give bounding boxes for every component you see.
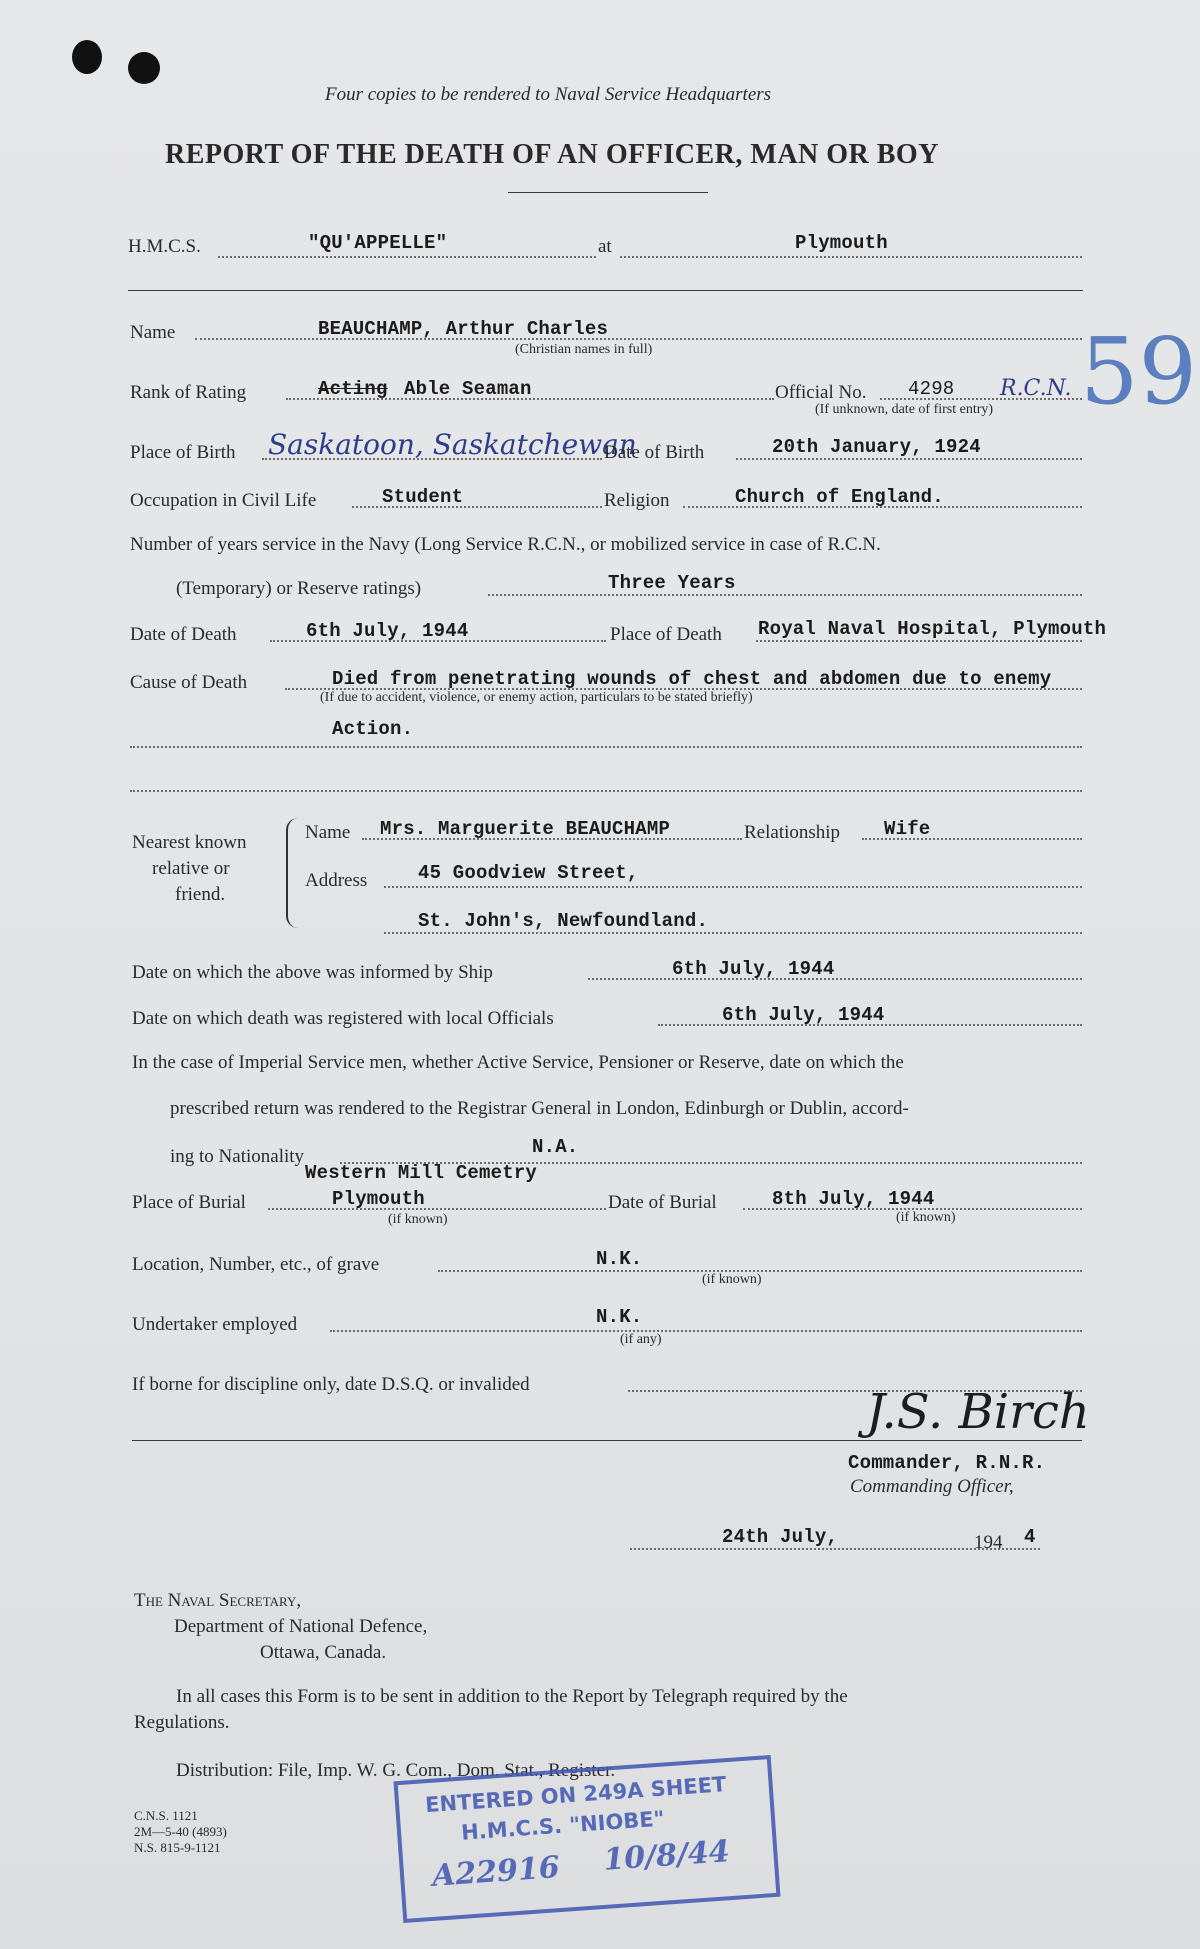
official-no-label: Official No. — [775, 382, 867, 403]
relative-name-label: Name — [305, 822, 351, 843]
discipline-label: If borne for discipline only, date D.S.Q. or invalided — [132, 1374, 530, 1395]
entered-stamp — [394, 1755, 781, 1923]
religion-label: Religion — [604, 490, 670, 511]
burial-place-line-2: Plymouth — [332, 1188, 425, 1210]
rank-struck: Acting — [318, 378, 388, 400]
informed-dots — [588, 978, 1082, 980]
years-service-label-2: (Temporary) or Reserve ratings) — [176, 578, 422, 599]
cause-note: (If due to accident, violence, or enemy action, particulars to be stated briefly) — [320, 690, 753, 705]
date-of-burial-label: Date of Burial — [608, 1192, 717, 1213]
address-dots-1 — [384, 886, 1082, 888]
cause-of-death-line-1: Died from penetrating wounds of chest and abdomen due to enemy — [332, 668, 1052, 690]
registered-date: 6th July, 1944 — [722, 1004, 885, 1026]
at-dots — [620, 256, 1082, 258]
copies-note: Four copies to be rendered to Naval Service Headquarters — [325, 84, 772, 105]
informed-label: Date on which the above was informed by Ship — [132, 962, 493, 983]
place-of-burial-dots — [268, 1208, 606, 1210]
place-of-burial-label: Place of Burial — [132, 1192, 246, 1213]
burial-if-known: (if known) — [388, 1212, 448, 1227]
ship-location: Plymouth — [795, 232, 888, 254]
occupation-value: Student — [382, 486, 464, 508]
burial-place-line-1: Western Mill Cemetry — [305, 1162, 538, 1184]
cause-of-death-label: Cause of Death — [130, 672, 248, 693]
commanding-officer-signature: J.S. Birch — [866, 1384, 1090, 1440]
years-service-value: Three Years — [608, 572, 736, 594]
cause-dots-3 — [130, 790, 1082, 792]
address-dots-2 — [384, 932, 1082, 934]
date-of-birth-label: Date of Birth — [604, 442, 705, 463]
nationality-value: N.A. — [532, 1136, 579, 1158]
margin-number: 59 — [1080, 318, 1198, 425]
registered-label: Date on which death was registered with local Officials — [132, 1008, 554, 1029]
report-date: 24th July, — [722, 1526, 839, 1548]
place-of-death-value: Royal Naval Hospital, Plymouth — [758, 618, 1107, 640]
imperial-label-3: ing to Nationality — [170, 1146, 305, 1167]
date-of-birth-value: 20th January, 1924 — [772, 436, 981, 458]
form-code-1: C.N.S. 1121 — [134, 1808, 198, 1823]
stamp-line-1: ENTERED ON 249A SHEET — [424, 1772, 728, 1818]
relationship-value: Wife — [884, 818, 931, 840]
stamp-line-2: H.M.C.S. "NIOBE" — [460, 1806, 666, 1845]
distribution: Distribution: File, Imp. W. G. Com., Dom. Stat., Register. — [176, 1760, 616, 1781]
place-of-birth-value: Saskatoon, Saskatchewan — [268, 428, 637, 461]
imperial-label-2: prescribed return was rendered to the Registrar General in London, Edinburgh or Dublin, accord- — [170, 1098, 909, 1119]
telegraph-note-2: Regulations. — [134, 1712, 230, 1733]
christian-names-note: (Christian names in full) — [515, 342, 653, 357]
form-title: REPORT OF THE DEATH OF AN OFFICER, MAN OR BOY — [165, 139, 939, 170]
cause-of-death-line-2: Action. — [332, 718, 414, 740]
undertaker-label: Undertaker employed — [132, 1314, 298, 1335]
undertaker-if-any: (if any) — [620, 1332, 662, 1347]
relationship-label: Relationship — [744, 822, 841, 843]
hmcs-label: H.M.C.S. — [128, 236, 201, 257]
date-of-birth-dots — [736, 458, 1082, 460]
if-unknown-entry-note: (If unknown, date of first entry) — [815, 402, 994, 417]
at-label: at — [598, 236, 612, 257]
years-service-label-1: Number of years service in the Navy (Long Service R.C.N., or mobilized service in case of R.C.N. — [130, 534, 881, 555]
address-label: Address — [305, 870, 368, 891]
relative-name-value: Mrs. Marguerite BEAUCHAMP — [380, 818, 671, 840]
rank-label: Rank of Rating — [130, 382, 247, 403]
place-of-birth-label: Place of Birth — [130, 442, 236, 463]
imperial-label-1: In the case of Imperial Service men, whether Active Service, Pensioner or Reserve, date on which the — [132, 1052, 904, 1073]
grave-if-known: (if known) — [702, 1272, 762, 1287]
date-of-death-label: Date of Death — [130, 624, 237, 645]
official-no-value: 4298 — [908, 378, 955, 400]
addressee: The Naval Secretary, — [134, 1590, 302, 1611]
nearest-brace — [286, 818, 298, 928]
burial-date-if-known: (if known) — [896, 1210, 956, 1225]
place-of-death-dots — [756, 640, 1082, 642]
header-rule — [128, 290, 1083, 291]
telegraph-note: In all cases this Form is to be sent in addition to the Report by Telegraph required by the — [176, 1686, 848, 1707]
nearest-label-2: relative or — [152, 858, 230, 879]
date-of-burial-value: 8th July, 1944 — [772, 1188, 935, 1210]
undertaker-dots — [330, 1330, 1082, 1332]
commanding-officer-label: Commanding Officer, — [850, 1476, 1014, 1497]
years-service-dots — [488, 594, 1082, 596]
date-of-death-value: 6th July, 1944 — [306, 620, 469, 642]
deceased-name: BEAUCHAMP, Arthur Charles — [318, 318, 609, 340]
addressee-dept: Department of National Defence, — [174, 1616, 428, 1637]
place-of-death-label: Place of Death — [610, 624, 722, 645]
signature-rule — [132, 1440, 1082, 1441]
religion-value: Church of England. — [735, 486, 944, 508]
title-underline — [508, 192, 708, 193]
undertaker-value: N.K. — [596, 1306, 643, 1328]
cause-dots-2 — [130, 746, 1082, 748]
occupation-label: Occupation in Civil Life — [130, 490, 317, 511]
punch-hole-right — [128, 52, 160, 84]
stamp-line-3: A22916 — [431, 1850, 561, 1894]
form-code-3: N.S. 815-9-1121 — [134, 1840, 221, 1855]
grave-label: Location, Number, etc., of grave — [132, 1254, 380, 1275]
address-line-2: St. John's, Newfoundland. — [418, 910, 709, 932]
hmcs-dots — [218, 256, 596, 258]
address-line-1: 45 Goodview Street, — [418, 862, 639, 884]
form-code-2: 2M—5-40 (4893) — [134, 1824, 227, 1839]
addressee-city: Ottawa, Canada. — [260, 1642, 387, 1663]
year-suffix: 4 — [1024, 1526, 1036, 1548]
nearest-label-1: Nearest known — [132, 832, 247, 853]
ship-name: "QU'APPELLE" — [308, 232, 448, 254]
signer-rank: Commander, R.N.R. — [848, 1452, 1046, 1474]
punch-hole-left — [72, 40, 102, 74]
official-no-suffix: R.C.N. — [1000, 376, 1072, 401]
grave-value: N.K. — [596, 1248, 643, 1270]
stamp-line-4: 10/8/44 — [602, 1834, 731, 1878]
nearest-label-3: friend. — [175, 884, 226, 905]
name-label: Name — [130, 322, 176, 343]
year-prefix: 194 — [974, 1532, 1003, 1553]
rank-value: Able Seaman — [404, 378, 532, 400]
informed-date: 6th July, 1944 — [672, 958, 835, 980]
